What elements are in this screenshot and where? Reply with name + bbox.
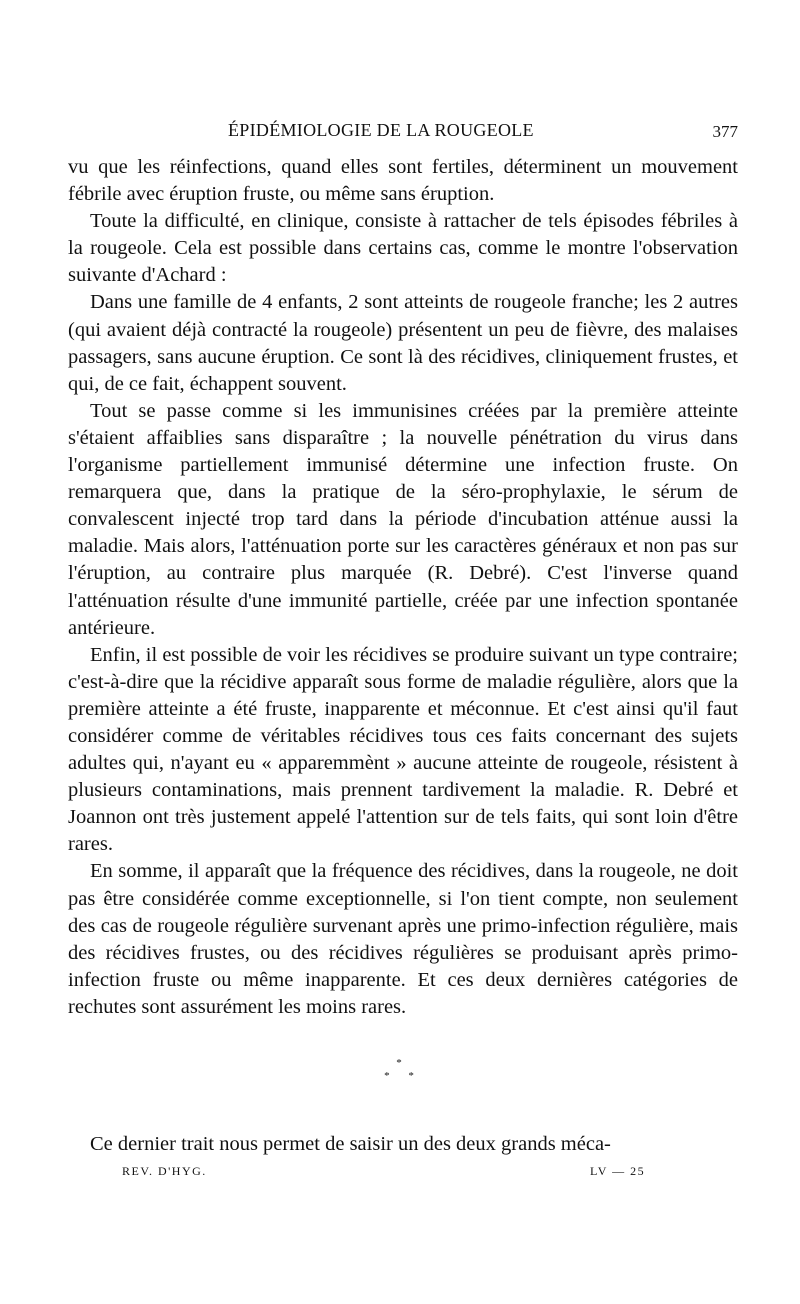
page (68, 118, 738, 1184)
paragraph: En somme, il apparaît que la fréquence des récidives, dans la rougeole, ne doit pas être considérée comme exceptionnelle, si l'on tient compte, non seulement des cas de rougeole régulière survenant après une primo-infection régulière, mais des récidives frustes, ou des récidives régulières se produisant après primo-infection fruste ou même inapparente. Et ces deux dernières catégories de rechutes sont assurément les moins rares. (68, 860, 738, 1018)
continuation-line: Ce dernier trait nous permet de saisir un des deux grands méca- (90, 1133, 611, 1155)
paragraph: Enfin, il est possible de voir les récidives se produire suivant un type contraire; c'est-à-dire que la récidive apparaît sous forme de maladie régulière, alors que la première atteinte a été fruste, inapparente et méconnue. Et c'est ainsi qu'il faut considérer comme de véritables récidives tous ces faits concernant des sujets adultes qui, n'ayant eu « apparemmènt » aucune atteinte de rougeole, résistent à plusieurs contaminations, mais prennent tardivement la maladie. R. Debré et Joannon ont très justement appelé l'attention sur de tels faits, qui sont loin d'être rares. (68, 643, 738, 856)
footer (68, 1164, 738, 1184)
footer-journal-signature: REV. D'HYG. (122, 1164, 207, 1178)
body-text (68, 154, 738, 1021)
footer-volume-signature: LV — 25 (590, 1164, 646, 1178)
asterism-top: * (396, 1057, 410, 1069)
page-number: 377 (712, 122, 738, 141)
running-header (68, 118, 738, 154)
paragraph: vu que les réinfections, quand elles sont fertiles, déterminent un mouvement fébrile avec éruption fruste, ou même sans éruption. (68, 156, 738, 206)
running-title: ÉPIDÉMIOLOGIE DE LA ROUGEOLE (228, 120, 534, 140)
paragraph: Toute la difficulté, en clinique, consiste à rattacher de tels épisodes fébriles à la rougeole. Cela est possible dans certains cas, comme le montre l'observation suivante d'Achard : (68, 210, 738, 287)
section-break-asterism (68, 1057, 738, 1083)
paragraph: Dans une famille de 4 enfants, 2 sont atteints de rougeole franche; les 2 autres (qui avaient déjà contracté la rougeole) présentent un peu de fièvre, des malaises passagers, sans aucune éruption. Ce sont là des récidives, cliniquement frustes, et qui, de ce fait, échappent souvent. (68, 291, 738, 395)
asterism-bottom: * * (384, 1070, 422, 1082)
paragraph: Tout se passe comme si les immunisines créées par la première atteinte s'étaient affaiblies sans disparaître ; la nouvelle pénétration du virus dans l'organisme partiellement immunisé détermine une infection fruste. On remarquera que, dans la pratique de la séro-prophylaxie, le sérum de convalescent injecté trop tard dans la période d'incubation atténue aussi la maladie. Mais alors, l'atténuation porte sur les caractères généraux et non pas sur l'éruption, au contraire plus marquée (R. Debré). C'est l'inverse quand l'atténuation résulte d'une immunité partielle, créée par une infection spontanée antérieure. (68, 399, 738, 639)
